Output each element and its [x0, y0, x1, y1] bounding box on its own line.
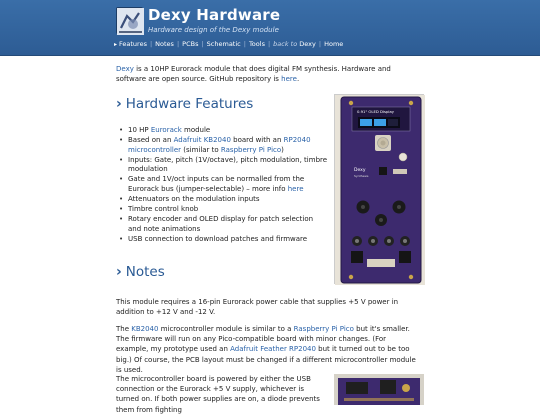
- raspberry-pi-pico-link[interactable]: Raspberry Pi Pico: [293, 325, 354, 333]
- paragraph-text: but it turned out to be too big.) Of course, the PCB layout must be changed if a different microcontroller module is used.: [116, 345, 416, 374]
- nav-features[interactable]: Features: [119, 40, 147, 48]
- list-item-text: Gate and 1V/oct inputs can be normalled from the Eurorack bus (jumper-selectable) – more info: [128, 175, 305, 194]
- nav-separator: |: [267, 40, 271, 48]
- oled-label: 0.91" OLED Display: [357, 109, 395, 114]
- rp2040-link[interactable]: RP2040 microcontroller: [128, 136, 311, 154]
- site-tagline: Hardware design of the Dexy module: [148, 26, 279, 34]
- board-closeup-image: [334, 374, 424, 405]
- logo-image: [117, 8, 144, 35]
- eurorack-link[interactable]: Eurorack: [150, 126, 182, 134]
- list-item-text: Attenuators on the modulation inputs: [128, 195, 260, 204]
- nav-separator: |: [243, 40, 246, 48]
- feather-rp2040-link[interactable]: Adafruit Feather RP2040: [230, 345, 316, 354]
- list-item: [116, 205, 328, 215]
- list-item-text: (similar to: [181, 145, 221, 154]
- chevron-right-icon: ›: [116, 96, 122, 112]
- module-pcb-image: [335, 95, 425, 285]
- paragraph-text: The: [116, 325, 132, 333]
- dexy-link[interactable]: Dexy: [116, 65, 134, 73]
- nav-back-label: back to: [273, 40, 298, 48]
- nav-separator: |: [318, 40, 322, 48]
- list-item: [116, 195, 328, 205]
- site-title[interactable]: Dexy Hardware: [148, 6, 281, 24]
- notes-heading: [116, 264, 165, 280]
- nav-pcbs[interactable]: PCBs: [182, 40, 199, 48]
- list-item: [116, 136, 328, 155]
- notes-paragraph-microcontroller: [116, 324, 416, 375]
- intro-end: .: [296, 75, 300, 84]
- nav-separator: |: [176, 40, 180, 48]
- list-item-text: Based on an: [128, 136, 174, 144]
- list-item: [116, 235, 328, 245]
- top-nav: [114, 40, 343, 48]
- paragraph-text: microcontroller module is similar to a: [158, 325, 294, 333]
- site-logo[interactable]: [116, 7, 143, 34]
- list-item: [116, 126, 328, 136]
- module-photo: [334, 94, 424, 284]
- list-item-text: Timbre control knob: [128, 205, 199, 214]
- notes-heading-text: Notes: [125, 264, 165, 280]
- list-item-text: board with an: [230, 136, 284, 144]
- current-page-marker-icon: ▸: [114, 40, 118, 48]
- list-item-text: module: [181, 126, 211, 134]
- nav-tools[interactable]: Tools: [248, 40, 265, 48]
- features-heading: [116, 96, 253, 112]
- list-item-text: Rotary encoder and OLED display for patch selection and note animations: [128, 215, 314, 233]
- notes-paragraph-usb-power: The microcontroller board is powered by either the USB connection or the Eurorack +5 V supply, whichever is turned on. If both power supplies are on, a diode prevents them from fighting: [116, 375, 320, 414]
- nav-notes[interactable]: Notes: [155, 40, 174, 48]
- panel-sub: Synthesis: [354, 174, 369, 178]
- github-here-link[interactable]: here: [281, 75, 297, 84]
- list-item: [116, 215, 328, 234]
- intro-section: [116, 64, 416, 84]
- features-list: [116, 126, 328, 245]
- list-item: [116, 175, 328, 194]
- list-item-text: Inputs: Gate, pitch (1V/octave), pitch modulation, timbre modulation: [128, 155, 328, 174]
- board-closeup-photo: [334, 374, 424, 405]
- list-item-text: 10 HP: [128, 126, 151, 134]
- notes-paragraph-power: This module requires a 16-pin Eurorack power cable that supplies +5 V power in addition to +12 V and -12 V.: [116, 298, 399, 317]
- site-header: [0, 0, 540, 56]
- features-heading-text: Hardware Features: [125, 96, 254, 112]
- nav-dexy[interactable]: Dexy: [299, 40, 316, 48]
- chevron-right-icon: ›: [116, 264, 122, 280]
- intro-text: is a 10HP Eurorack module that does digital FM synthesis. Hardware and software are open source. GitHub repository is: [116, 65, 391, 84]
- nav-separator: |: [149, 40, 153, 48]
- list-item: [116, 156, 328, 175]
- list-item-text: USB connection to download patches and firmware: [128, 234, 308, 243]
- list-item-text: ): [281, 145, 284, 154]
- intro-paragraph: [116, 64, 416, 84]
- nav-separator: |: [201, 40, 204, 48]
- kb2040-link[interactable]: KB2040: [131, 325, 159, 333]
- nav-home[interactable]: Home: [324, 40, 344, 48]
- nav-schematic[interactable]: Schematic: [206, 40, 241, 48]
- paragraph-text: but it's smaller. The firmware will run on any Pico-compatible board with minor changes. (For example, my prototype used an: [116, 325, 410, 354]
- kb2040-link[interactable]: Adafruit KB2040: [173, 136, 231, 144]
- normalling-here-link[interactable]: here: [287, 185, 304, 194]
- raspberry-pi-pico-link[interactable]: Raspberry Pi Pico: [220, 145, 282, 154]
- panel-label: Dexy: [354, 168, 366, 173]
